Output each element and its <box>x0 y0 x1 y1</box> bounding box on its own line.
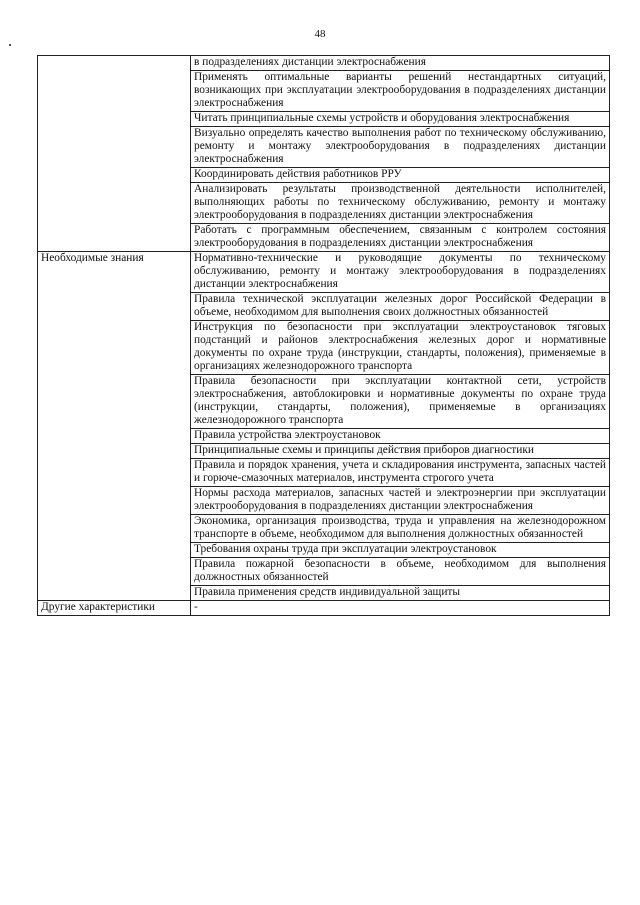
requirement-item: в подразделениях дистанции электроснабжения <box>191 56 610 71</box>
requirement-item: Принципиальные схемы и принципы действия приборов диагностики <box>191 444 610 459</box>
requirement-item: Инструкция по безопасности при эксплуатации электроустановок тяговых подстанций и районов электроснабжения железных дорог и нормативные документы по охране труда (инструкции, стандарты, положения), применяемые в организациях железнодорожного транспорта <box>191 321 610 375</box>
requirement-item: Требования охраны труда при эксплуатации электроустановок <box>191 543 610 558</box>
requirement-item: - <box>191 601 610 616</box>
page-number: 48 <box>314 28 326 40</box>
requirement-item: Экономика, организация производства, труда и управления на железнодорожном транспорте в объеме, необходимом для выполнения должностных обязанностей <box>191 515 610 543</box>
section-label: Необходимые знания <box>38 252 191 601</box>
requirement-item: Координировать действия работников РРУ <box>191 168 610 183</box>
requirement-item: Правила безопасности при эксплуатации контактной сети, устройств электроснабжения, автоблокировки и нормативные документы по охране труда (инструкции, стандарты, положения), применяемые в организациях железнодорожного транспорта <box>191 375 610 429</box>
requirement-item: Читать принципиальные схемы устройств и оборудования электроснабжения <box>191 112 610 127</box>
requirements-table <box>37 55 610 616</box>
table-row <box>38 252 610 293</box>
requirement-item: Нормы расхода материалов, запасных частей и электроэнергии при эксплуатации электрооборудования в подразделениях дистанции электроснабжения <box>191 487 610 515</box>
requirement-item: Правила и порядок хранения, учета и складирования инструмента, запасных частей и горюче-смазочных материалов, инструмента строгого учета <box>191 459 610 487</box>
requirement-item: Визуально определять качество выполнения работ по техническому обслуживанию, ремонту и монтажу электрооборудования в подразделениях дистанции электроснабжения <box>191 127 610 168</box>
requirement-item: Применять оптимальные варианты решений нестандартных ситуаций, возникающих при эксплуатации электрооборудования в подразделениях дистанции электроснабжения <box>191 71 610 112</box>
requirement-item: Правила пожарной безопасности в объеме, необходимом для выполнения должностных обязанностей <box>191 558 610 586</box>
requirements-table-body <box>38 56 610 616</box>
table-row <box>38 601 610 616</box>
requirement-item: Правила технической эксплуатации железных дорог Российской Федерации в объеме, необходимом для выполнения своих должностных обязанностей <box>191 293 610 321</box>
section-label: Другие характеристики <box>38 601 191 616</box>
section-label <box>38 56 191 252</box>
requirement-item: Правила применения средств индивидуальной защиты <box>191 586 610 601</box>
scan-artifact-dot <box>9 44 11 46</box>
table-row <box>38 56 610 71</box>
requirement-item: Анализировать результаты производственной деятельности исполнителей, выполняющих работы по техническому обслуживанию, ремонту и монтажу электрооборудования в подразделениях дистанции электроснабжения <box>191 183 610 224</box>
requirement-item: Нормативно-технические и руководящие документы по техническому обслуживанию, ремонту и монтажу электрооборудования в подразделениях дистанции электроснабжения <box>191 252 610 293</box>
requirement-item: Работать с программным обеспечением, связанным с контролем состояния электрооборудования в подразделениях дистанции электроснабжения <box>191 224 610 252</box>
requirement-item: Правила устройства электроустановок <box>191 429 610 444</box>
